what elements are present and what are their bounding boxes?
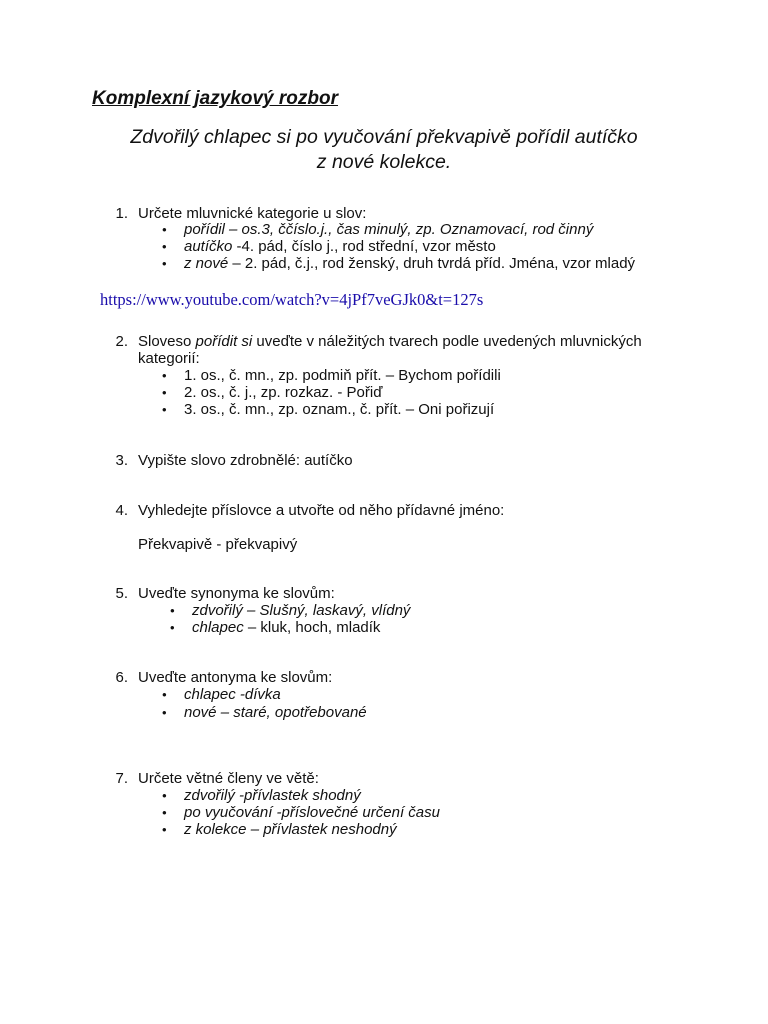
q2-bullet-1: • — [162, 368, 167, 383]
q6-item-2: nové – staré, opotřebované — [184, 704, 367, 721]
q2-item-3: 3. os., č. mn., zp. oznam., č. přít. – Oni pořizují — [184, 401, 495, 418]
q2-item-1: 1. os., č. mn., zp. podmiň přít. – Bychom pořídili — [184, 367, 501, 384]
q5-item-2-rest: – kluk, hoch, mladík — [243, 619, 381, 636]
q5-item-2 — [192, 619, 380, 636]
q1-bullet-3: • — [162, 256, 167, 271]
q2-text — [138, 333, 676, 350]
sentence-line-1: Zdvořilý chlapec si po vyučování překvapivě pořídil autíčko — [130, 126, 638, 148]
q7-text: Určete větné členy ve větě: — [138, 770, 319, 787]
q5-item-1 — [192, 602, 410, 619]
q1-item-2-rest: -4. pád, číslo j., rod střední, vzor město — [232, 238, 496, 255]
q5-text: Uveďte synonyma ke slovům: — [138, 585, 335, 602]
q7-item-2: po vyučování -příslovečné určení času — [184, 804, 440, 821]
analyzed-sentence — [0, 125, 768, 175]
q2-text-line-2: kategorií: — [138, 350, 200, 367]
sentence-line-2: z nové kolekce. — [316, 151, 452, 173]
youtube-link[interactable]: https://www.youtube.com/watch?v=4jPf7veGJk0&t=127s — [100, 290, 484, 309]
q2-verb: pořídit si — [195, 333, 253, 350]
q1-item-2 — [184, 238, 496, 255]
q7-bullet-2: • — [162, 805, 167, 820]
q5-bullet-1: • — [170, 603, 175, 618]
q3-number: 3. — [115, 452, 128, 469]
q1-item-1-word: pořídil – os.3, ččíslo.j., čas minulý, zp. Oznamovací, rod činný — [184, 221, 594, 238]
q7-item-1: zdvořilý -přívlastek shodný — [184, 787, 361, 804]
q1-bullet-2: • — [162, 239, 167, 254]
q1-item-3-rest: – 2. pád, č.j., rod ženský, druh tvrdá příd. Jména, vzor mladý — [228, 255, 636, 272]
q5-bullet-2: • — [170, 620, 175, 635]
q1-item-2-word: autíčko — [184, 238, 233, 255]
q7-bullet-3: • — [162, 822, 167, 837]
q2-number: 2. — [115, 333, 128, 350]
q1-item-1 — [184, 221, 593, 238]
q4-number: 4. — [115, 502, 128, 519]
q1-bullet-1: • — [162, 222, 167, 237]
q7-number: 7. — [115, 770, 128, 787]
document-title: Komplexní jazykový rozbor — [92, 88, 339, 109]
q1-item-3 — [184, 255, 635, 272]
q1-number: 1. — [115, 205, 128, 222]
q1-item-3-word: z nové — [184, 255, 229, 272]
q5-number: 5. — [115, 585, 128, 602]
q5-item-1-word: zdvořilý – Slušný, laskavý, vlídný — [192, 602, 411, 619]
q6-number: 6. — [115, 669, 128, 686]
q3-text: Vypište slovo zdrobnělé: autíčko — [138, 452, 353, 469]
q6-bullet-1: • — [162, 687, 167, 702]
q4-text: Vyhledejte příslovce a utvořte od něho přídavné jméno: — [138, 502, 505, 519]
q4-answer: Překvapivě - překvapivý — [138, 536, 298, 553]
q5-item-2-word: chlapec — [192, 619, 244, 636]
q2-before: Sloveso — [138, 333, 196, 350]
q1-text: Určete mluvnické kategorie u slov: — [138, 205, 367, 222]
q6-text: Uveďte antonyma ke slovům: — [138, 669, 333, 686]
q7-bullet-1: • — [162, 788, 167, 803]
q2-item-2: 2. os., č. j., zp. rozkaz. - Pořiď — [184, 384, 383, 401]
q2-bullet-3: • — [162, 402, 167, 417]
q6-bullet-2: • — [162, 705, 167, 720]
q6-item-1: chlapec -dívka — [184, 686, 281, 703]
q2-bullet-2: • — [162, 385, 167, 400]
q2-after: uveďte v náležitých tvarech podle uvedených mluvnických — [252, 333, 642, 350]
q7-item-3: z kolekce – přívlastek neshodný — [184, 821, 397, 838]
